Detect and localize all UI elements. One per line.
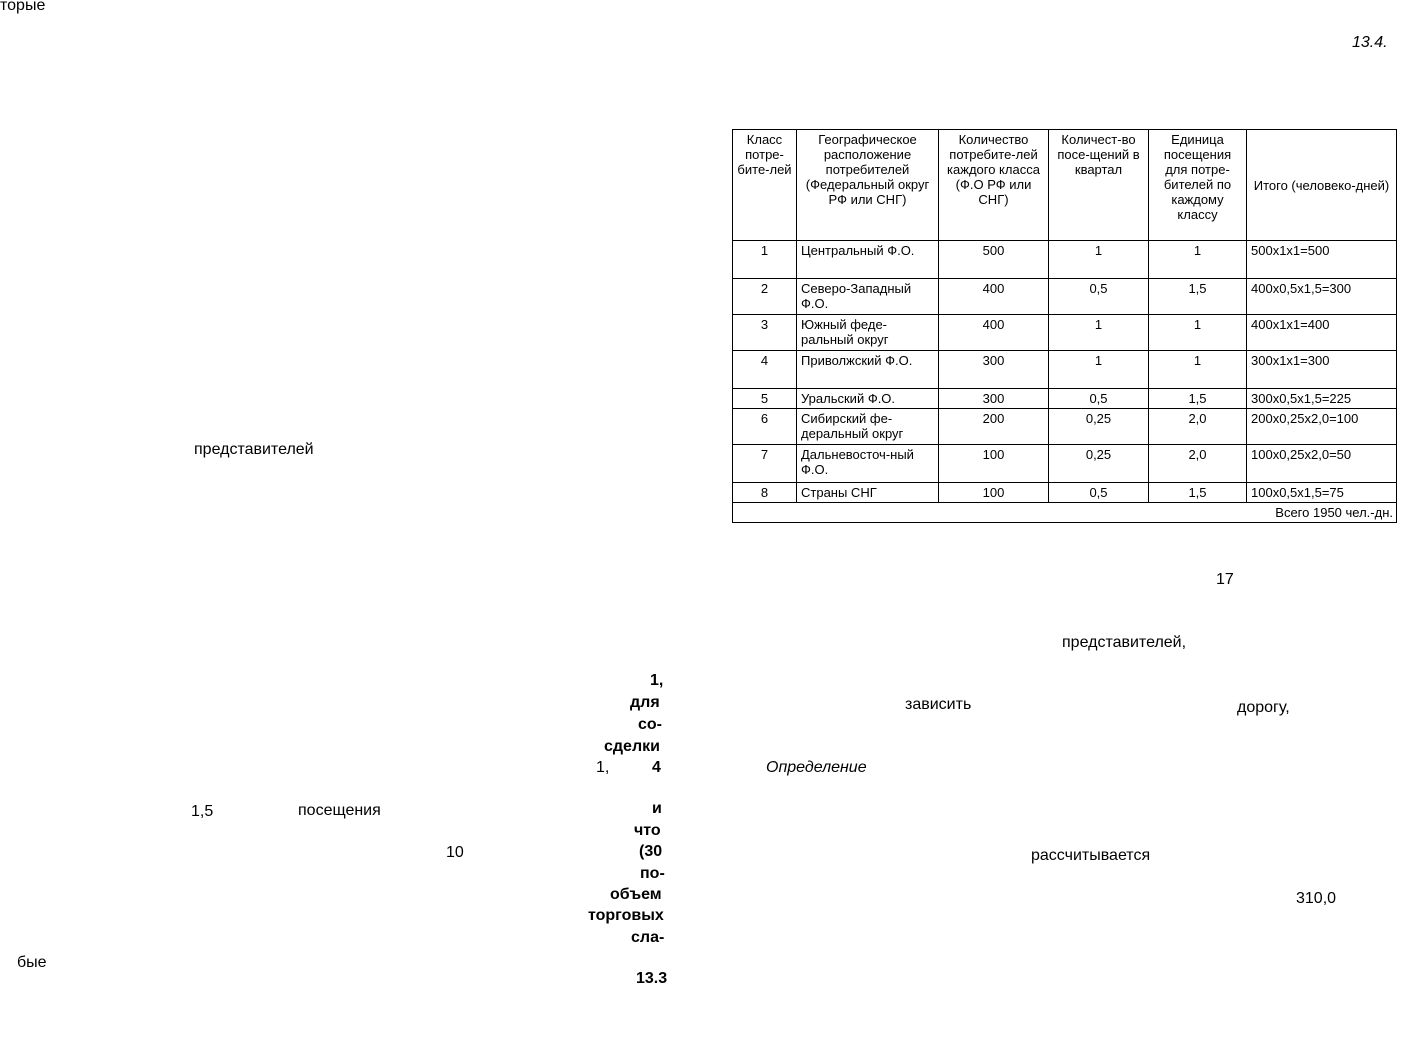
text-fragment: по- [640,865,665,882]
table-row [733,241,1397,279]
text-fragment: представителей [194,441,314,458]
table-cell: Центральный Ф.О. [797,241,939,279]
table-cell: 5 [733,389,797,409]
table-row [733,315,1397,351]
table-cell: 500x1x1=500 [1247,241,1397,279]
text-fragment: со- [638,716,662,733]
table-cell: 0,5 [1049,279,1149,315]
text-fragment: объем [610,886,662,903]
header-cell: Количест-во посе-щений в квартал [1049,130,1149,241]
text-fragment: (30 [639,843,663,860]
table-cell: 1 [1149,315,1247,351]
text-fragment: 4 [652,759,661,776]
table-cell: Северо-Западный Ф.О. [797,279,939,315]
text-fragment: торговых [588,907,664,924]
text-fragment: дорогу, [1237,699,1290,716]
text-fragment: 10 [446,844,464,861]
header-cell: Итого (человеко-дней) [1247,130,1397,241]
table-cell: 500 [939,241,1049,279]
table-cell: 2 [733,279,797,315]
table-header-row [733,130,1397,241]
table-cell: 200 [939,409,1049,445]
text-fragment: представителей, [1062,634,1187,651]
text-fragment: Определение [766,759,867,776]
table-cell: 100x0,25x2,0=50 [1247,445,1397,483]
text-fragment: для [630,694,660,711]
table-cell: 100x0,5x1,5=75 [1247,483,1397,503]
table-cell: 3 [733,315,797,351]
table-cell: 1 [1149,351,1247,389]
text-fragment: что [634,822,661,839]
table-cell: 0,5 [1049,483,1149,503]
text-fragment: торые [0,0,46,14]
text-fragment: 1, [596,759,610,776]
table-cell: 1 [1049,315,1149,351]
table-cell: 4 [733,351,797,389]
table-cell: 400x0,5x1,5=300 [1247,279,1397,315]
text-fragment: посещения [298,802,381,819]
table-row [733,279,1397,315]
consumer-visits-table [732,129,1397,523]
table-cell: Страны СНГ [797,483,939,503]
table-row [733,409,1397,445]
table-cell: 1 [1149,241,1247,279]
text-fragment: 17 [1216,571,1234,588]
text-fragment: 1, [650,672,664,689]
table-cell: 0,25 [1049,409,1149,445]
table-cell: 1 [733,241,797,279]
table-cell: 100 [939,445,1049,483]
table-cell: 400x1x1=400 [1247,315,1397,351]
text-fragment: зависить [905,696,972,713]
table-total: Всего 1950 чел.-дн. [733,503,1397,523]
header-cell: Класс потре-бите-лей [733,130,797,241]
table-total-row [733,503,1397,523]
text-fragment: 13.3 [636,970,668,987]
table-cell: Приволжский Ф.О. [797,351,939,389]
table-caption: 13.4. [1352,34,1388,51]
table-cell: 0,5 [1049,389,1149,409]
table-cell: 0,25 [1049,445,1149,483]
header-cell: Единица посещения для потре-бителей по каждому классу [1149,130,1247,241]
table-cell: 1,5 [1149,389,1247,409]
table-cell: Южный феде-ральный округ [797,315,939,351]
table-cell: 100 [939,483,1049,503]
header-cell: Количество потребите-лей каждого класса (Ф.О РФ или СНГ) [939,130,1049,241]
table-cell: Дальневосточ-ный Ф.О. [797,445,939,483]
table-cell: 400 [939,315,1049,351]
table-row [733,445,1397,483]
table-cell: 1,5 [1149,483,1247,503]
table-cell: 2,0 [1149,445,1247,483]
table-row [733,351,1397,389]
text-fragment: 1,5 [191,803,214,820]
header-cell: Географическое расположение потребителей (Федеральный округ РФ или СНГ) [797,130,939,241]
table-cell: 300x0,5x1,5=225 [1247,389,1397,409]
table-cell: 200x0,25x2,0=100 [1247,409,1397,445]
table-cell: 300 [939,389,1049,409]
table-row [733,483,1397,503]
table-row [733,389,1397,409]
text-fragment: сделки [604,738,660,755]
table-cell: 1 [1049,241,1149,279]
text-fragment: сла- [631,929,665,946]
text-fragment: рассчитывается [1031,847,1151,864]
table-cell: 2,0 [1149,409,1247,445]
table-cell: Сибирский фе-деральный округ [797,409,939,445]
text-fragment: и [652,800,662,817]
table-cell: 400 [939,279,1049,315]
table-cell: 8 [733,483,797,503]
table-cell: 7 [733,445,797,483]
text-fragment: 310,0 [1296,890,1337,907]
table-cell: 6 [733,409,797,445]
text-fragment: бые [17,954,47,971]
table-cell: 1 [1049,351,1149,389]
table-cell: Уральский Ф.О. [797,389,939,409]
table-cell: 1,5 [1149,279,1247,315]
table-cell: 300 [939,351,1049,389]
table-cell: 300x1x1=300 [1247,351,1397,389]
